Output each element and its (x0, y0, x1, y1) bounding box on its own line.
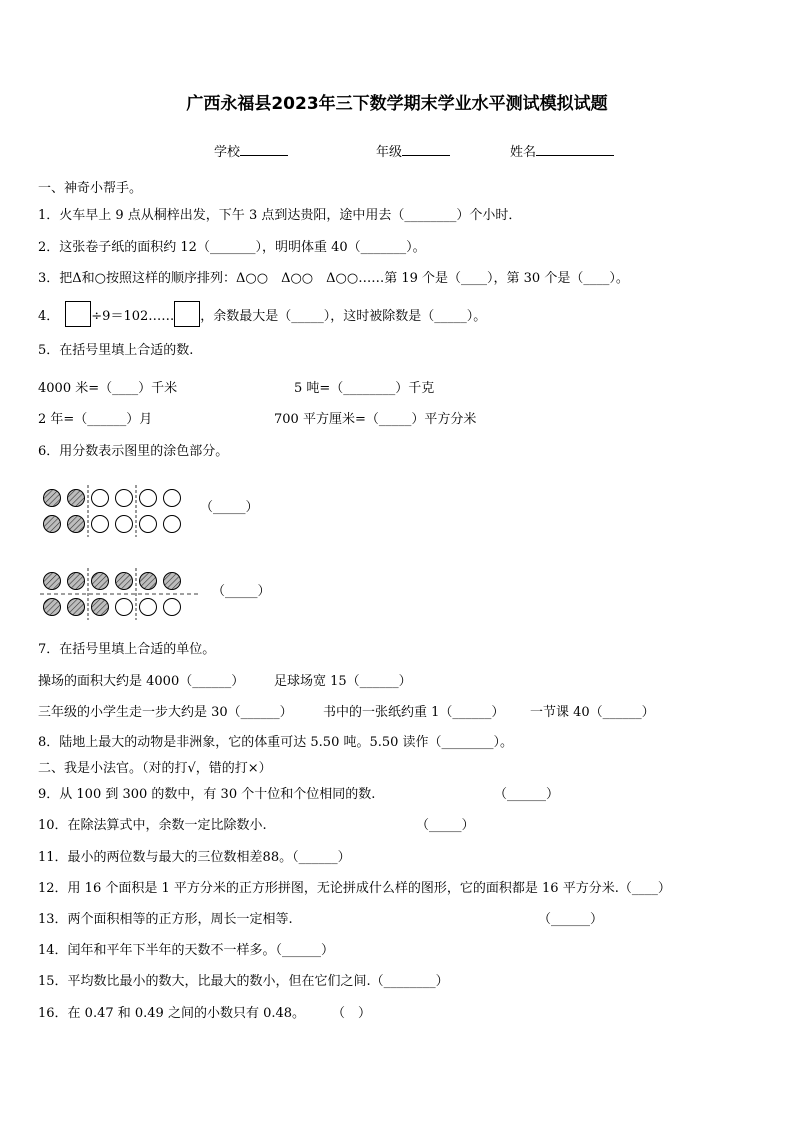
circle-1-6 (164, 573, 181, 590)
question-7: 7．在括号里填上合适的单位。 (38, 642, 216, 657)
name-label: 姓名 (510, 145, 537, 160)
question-3: 3．把Δ和○按照这样的顺序排列：Δ○○ Δ○○ Δ○○……第 19 个是（____），第 30 个是（____）。 (38, 271, 629, 286)
question-5d: 700 平方厘米=（_____）平方分米 (274, 412, 477, 427)
question-11: 11．最小的两位数与最大的三位数相差88。（______） (38, 850, 351, 865)
circle-2-4 (116, 516, 133, 533)
circle-1-2 (68, 490, 85, 507)
question-5b: 5 吨=（________）千克 (294, 381, 435, 396)
grade-label: 年级 (376, 145, 403, 160)
question-7e: 一节课 40（______） (530, 705, 655, 720)
page-title: 广西永福县2023年三下数学期末学业水平测试模拟试题 (186, 94, 608, 114)
question-13-blank[interactable]: （______） (538, 912, 604, 927)
school-label: 学校 (214, 145, 241, 160)
question-5: 5．在括号里填上合适的数. (38, 343, 194, 358)
question-6b-blank[interactable]: （_____） (212, 584, 271, 599)
question-14: 14．闰年和平年下半年的天数不一样多。（______） (38, 943, 335, 958)
question-10-blank[interactable]: （_____） (416, 818, 475, 833)
circle-2-2 (68, 599, 85, 616)
section-1-heading: 一、神奇小帮手。 (38, 181, 143, 196)
question-4 (38, 301, 486, 327)
question-16-blank[interactable]: （ ） (332, 1006, 372, 1021)
circle-2-5 (140, 599, 157, 616)
school-blank[interactable] (240, 143, 288, 156)
name-blank[interactable] (536, 143, 614, 156)
circle-1-5 (140, 490, 157, 507)
section-2-heading: 二、我是小法官。（对的打√，错的打×） (38, 761, 272, 776)
fraction-figure-1 (40, 485, 200, 537)
circle-1-3 (92, 573, 109, 590)
question-16: 16．在 0.47 和 0.49 之间的小数只有 0.48。 (38, 1006, 306, 1021)
question-4-number: 4． (38, 308, 60, 324)
circle-1-5 (140, 573, 157, 590)
question-7c: 三年级的小学生走一步大约是 30（______） (38, 705, 293, 720)
circle-1-2 (68, 573, 85, 590)
grade-field (376, 141, 450, 160)
circle-2-1 (44, 599, 61, 616)
circle-2-1 (44, 516, 61, 533)
question-9: 9．从 100 到 300 的数中，有 30 个十位和个位相同的数. (38, 787, 376, 802)
question-6: 6．用分数表示图里的涂色部分。 (38, 444, 229, 459)
circle-1-6 (164, 490, 181, 507)
question-2: 2．这张卷子纸的面积约 12（_______），明明体重 40（_______）。 (38, 240, 426, 255)
question-9-blank[interactable]: （______） (494, 787, 560, 802)
circle-1-1 (44, 573, 61, 590)
circle-1-1 (44, 490, 61, 507)
circle-2-3 (92, 599, 109, 616)
question-5c: 2 年=（______）月 (38, 412, 153, 427)
grade-blank[interactable] (402, 143, 450, 156)
question-5a: 4000 米=（____）千米 (38, 381, 178, 396)
question-1: 1．火车早上 9 点从桐梓出发，下午 3 点到达贵阳，途中用去（________）个小时． (38, 208, 522, 223)
circle-2-3 (92, 516, 109, 533)
question-4-middle: ÷9＝102…… (91, 308, 175, 324)
school-field (214, 141, 288, 160)
question-10: 10．在除法算式中，余数一定比除数小. (38, 818, 267, 833)
name-field (510, 141, 614, 160)
question-6a-blank[interactable]: （_____） (200, 500, 259, 515)
circle-1-3 (92, 490, 109, 507)
question-4-end: ，余数最大是（_____），这时被除数是（_____）。 (200, 308, 487, 324)
dividend-box[interactable] (65, 301, 91, 327)
circle-1-4 (116, 573, 133, 590)
circle-2-4 (116, 599, 133, 616)
question-7b: 足球场宽 15（______） (274, 674, 412, 689)
question-12: 12．用 16 个面积是 1 平方分米的正方形拼图，无论拼成什么样的图形，它的面积都是 16 平方分米.（____） (38, 881, 671, 896)
circle-1-4 (116, 490, 133, 507)
question-13: 13．两个面积相等的正方形，周长一定相等. (38, 912, 293, 927)
remainder-box[interactable] (174, 301, 200, 327)
question-7d: 书中的一张纸约重 1（______） (323, 705, 505, 720)
circle-2-2 (68, 516, 85, 533)
circle-2-6 (164, 516, 181, 533)
fraction-figure-2 (40, 568, 200, 620)
circle-2-5 (140, 516, 157, 533)
circle-2-6 (164, 599, 181, 616)
question-15: 15．平均数比最小的数大，比最大的数小，但在它们之间.（________） (38, 974, 449, 989)
question-8: 8．陆地上最大的动物是非洲象，它的体重可达 5.50 吨。5.50 读作（________）。 (38, 735, 514, 750)
question-7a: 操场的面积大约是 4000（______） (38, 674, 245, 689)
